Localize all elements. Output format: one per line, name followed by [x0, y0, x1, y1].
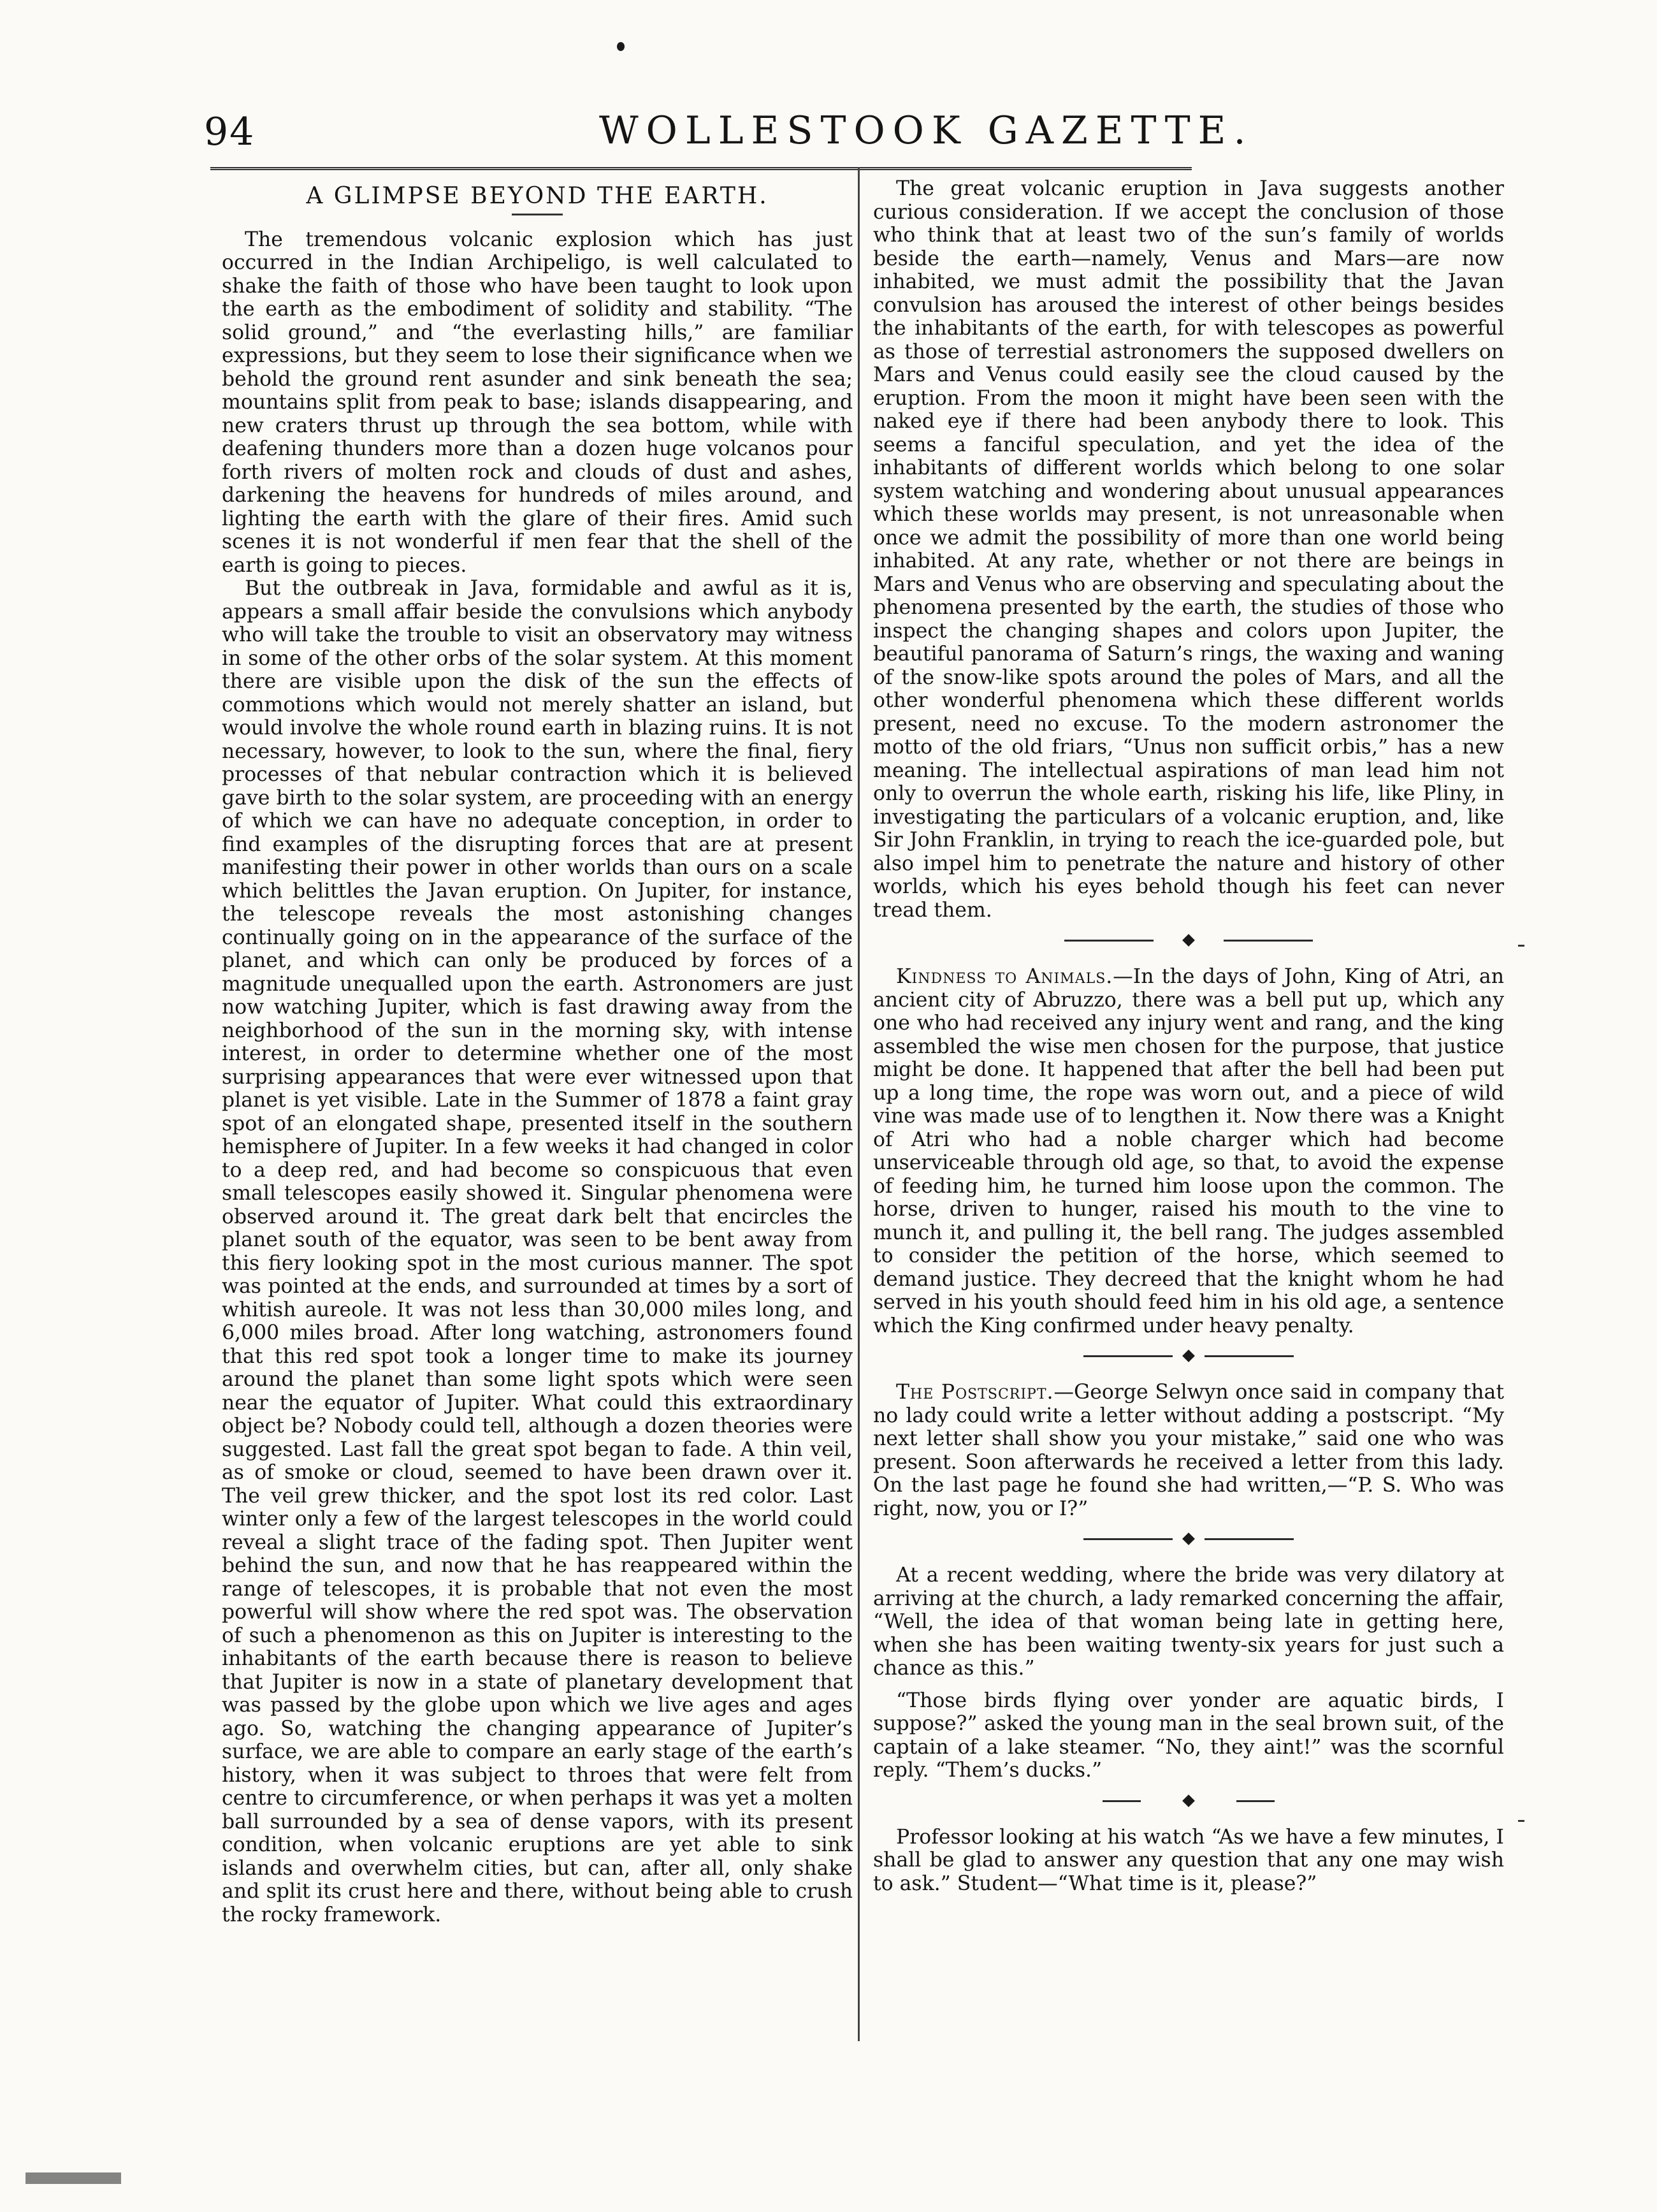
edge-mark [1518, 1820, 1524, 1822]
scan-artifact [25, 2172, 121, 2184]
header-rule [210, 167, 1192, 170]
section-ornament [873, 935, 1504, 947]
paragraph: The tremendous volcanic explosion which has just occurred in the Indian Archipeligo, is well calculated to shake the faith of those who have been taught to look upon the earth as the embodiment of solidity and stability. “The solid ground,” and “the everlasting hills,” are familiar expressions, but they seem to lose their significance when we behold the ground rent asunder and sink beneath the sea; mountains split from peak to base; islands disappearing, and new craters thrust up through the sea bottom, while with deafening thunders more than a dozen huge volcanos pour forth rivers of molten rock and clouds of dust and ashes, darkening the heavens for hundreds of miles around, and lighting the earth with the glare of their fires. Amid such scenes it is not wonderful if men fear that the shell of the earth is going to pieces. [222, 228, 853, 577]
section-ornament [873, 1350, 1504, 1363]
column-divider [858, 167, 860, 2041]
birds-anecdote: “Those birds flying over yonder are aquatic birds, I suppose?” asked the young man in the seal brown suit, of the captain of a lake steamer. “No, they aint!” was the scornful reply. “Them’s ducks.” [873, 1689, 1504, 1782]
postscript-article [873, 1381, 1504, 1520]
section-ornament [873, 1533, 1504, 1546]
professor-anecdote: Professor looking at his watch “As we have a few minutes, I shall be glad to answer any question that any one may wish to ask.” Student—“What time is it, please?” [873, 1825, 1504, 1895]
postscript-body: —George Selwyn once said in company that no lady could write a letter without adding a postscript. “My next letter shall show you your mistake,” said one who was present. Soon afterwards he received a letter from this lady. On the last page he found she had written,—“P. S. Who was right, now, you or I?” [873, 1381, 1504, 1520]
masthead: WOLLESTOOK GAZETTE. [599, 108, 1254, 153]
kindness-article [873, 965, 1504, 1337]
postscript-heading: The Postscript. [896, 1381, 1054, 1404]
page-number: 94 [204, 110, 256, 154]
kindness-body: —In the days of John, King of Atri, an ancient city of Abruzzo, there was a bell put up, which any one who had received any injury went and rang, and the king assembled the wise men chosen for the purpose, that justice might be done. It happened that after the bell had been put up a long time, the rope was worn out, and a piece of wild vine was made use of to lengthen it. Now there was a Knight of Atri who had a noble charger which had become unserviceable through old age, so that, to avoid the expense of feeding him, he turned him loose upon the common. The horse, driven to hunger, raised his mouth to the vine to munch it, and pulling it, the bell rang. The judges assembled to consider the petition of the horse, which seemed to demand justice. They decreed that the knight whom he had served in his youth should feed him in his old age, a sentence which the King confirmed under heavy penalty. [873, 965, 1504, 1337]
title-rule [512, 214, 563, 215]
section-ornament [873, 1795, 1504, 1808]
kindness-heading: Kindness to Animals. [896, 965, 1113, 988]
paragraph: The great volcanic eruption in Java suggests another curious consideration. If we accept the conclusion of those who think that at least two of the sun’s family of worlds beside the earth—namely, Venus and Mars—are now inhabited, we must admit the possibility that the Javan convulsion has aroused the interest of other beings besides the inhabitants of the earth, for with telescopes as powerful as those of terrestial astronomers the supposed dwellers on Mars and Venus could easily see the cloud caused by the eruption. From the moon it might have been seen with the naked eye if there had been anybody there to look. This seems a fanciful speculation, and yet the idea of the inhabitants of different worlds which belong to one solar system watching and wondering about unusual appearances which these worlds may present, is not unreasonable when once we admit the possibility of more than one world being inhabited. At any rate, whether or not there are beings in Mars and Venus who are observing and speculating about the phenomena presented by the earth, the studies of those who inspect the changing shapes and colors upon Jupiter, the beautiful panorama of Saturn’s rings, the waxing and waning of the snow-like spots around the poles of Mars, and all the other wonderful phenomena which these different worlds present, need no excuse. To the modern astronomer the motto of the old friars, “Unus non sufficit orbis,” has a new meaning. The intellectual aspirations of man lead him not only to overrun the whole earth, risking his life, like Pliny, in investigating the particulars of a volcanic eruption, and, like Sir John Franklin, in trying to reach the ice-guarded pole, but also impel him to penetrate the nature and history of other worlds, which his eyes behold though his feet can never tread them. [873, 177, 1504, 922]
wedding-anecdote: At a recent wedding, where the bride was very dilatory at arriving at the church, a lady remarked concerning the affair, “Well, the idea of that woman being late in getting here, when she has been waiting twenty-six years for just such a chance as this.” [873, 1564, 1504, 1680]
paragraph: But the outbreak in Java, formidable and awful as it is, appears a small affair beside the convulsions which anybody who will take the trouble to visit an observatory may witness in some of the other orbs of the solar system. At this moment there are visible upon the disk of the sun the effects of commotions which would not merely shatter an island, but would involve the whole round earth in blazing ruins. It is not necessary, however, to look to the sun, where the final, fiery processes of that nebular contraction which it is believed gave birth to the solar system, are proceeding with an energy of which we can have no adequate conception, in order to find examples of the disrupting forces that are at present manifesting their power in other worlds than ours on a scale which belittles the Javan eruption. On Jupiter, for instance, the telescope reveals the most astonishing changes continually going on in the appearance of the surface of the planet, and which can only be produced by forces of a magnitude unequalled upon the earth. Astronomers are just now watching Jupiter, which is fast drawing away from the neighborhood of the sun in the morning sky, with intense interest, in order to determine whether one of the most surprising appearances that were ever witnessed upon that planet is yet visible. Late in the Summer of 1878 a faint gray spot of an elongated shape, presented itself in the southern hemisphere of Jupiter. In a few weeks it had changed in color to a deep red, and had become so conspicuous that even small telescopes easily showed it. Singular phenomena were observed around it. The great dark belt that encircles the planet south of the equator, was seen to be bent away from this fiery looking spot in the most curious manner. The spot was pointed at the ends, and surrounded at times by a sort of whitish aureole. It was not less than 30,000 miles long, and 6,000 miles broad. After long watching, astronomers found that this red spot took a longer time to make its journey around the planet than some light spots which were seen near the equator of Jupiter. What could this extraordinary object be? Nobody could tell, although a dozen theories were suggested. Last fall the great spot began to fade. A thin veil, as of smoke or cloud, seemed to have been drawn over it. The veil grew thicker, and the spot lost its red color. Last winter only a few of the largest telescopes in the world could reveal a slight trace of the fading spot. Then Jupiter went behind the sun, and now that he has reappeared within the range of telescopes, it is probable that not even the most powerful will show where the red spot was. The observation of such a phenomenon as this on Jupiter is interesting to the inhabitants of the earth because there is reason to believe that Jupiter is now in a state of planetary development that was passed by the globe upon which we live ages and ages ago. So, watching the changing appearance of Jupiter’s surface, we are able to compare an early stage of the earth’s history, when it was subject to throes that were felt from centre to circumference, or when perhaps it was yet a molten ball surrounded by a sea of dense vapors, with its present condition, when volcanic eruptions are yet able to sink islands and overwhelm cities, but can, after all, only shake and split its crust here and there, without being able to crush the rocky framework. [222, 577, 853, 1926]
edge-mark [1518, 945, 1524, 947]
article-title: A GLIMPSE BEYOND THE EARTH. [306, 183, 769, 209]
left-column [222, 177, 853, 2058]
right-column [873, 177, 1504, 1930]
ink-dot [617, 42, 625, 51]
